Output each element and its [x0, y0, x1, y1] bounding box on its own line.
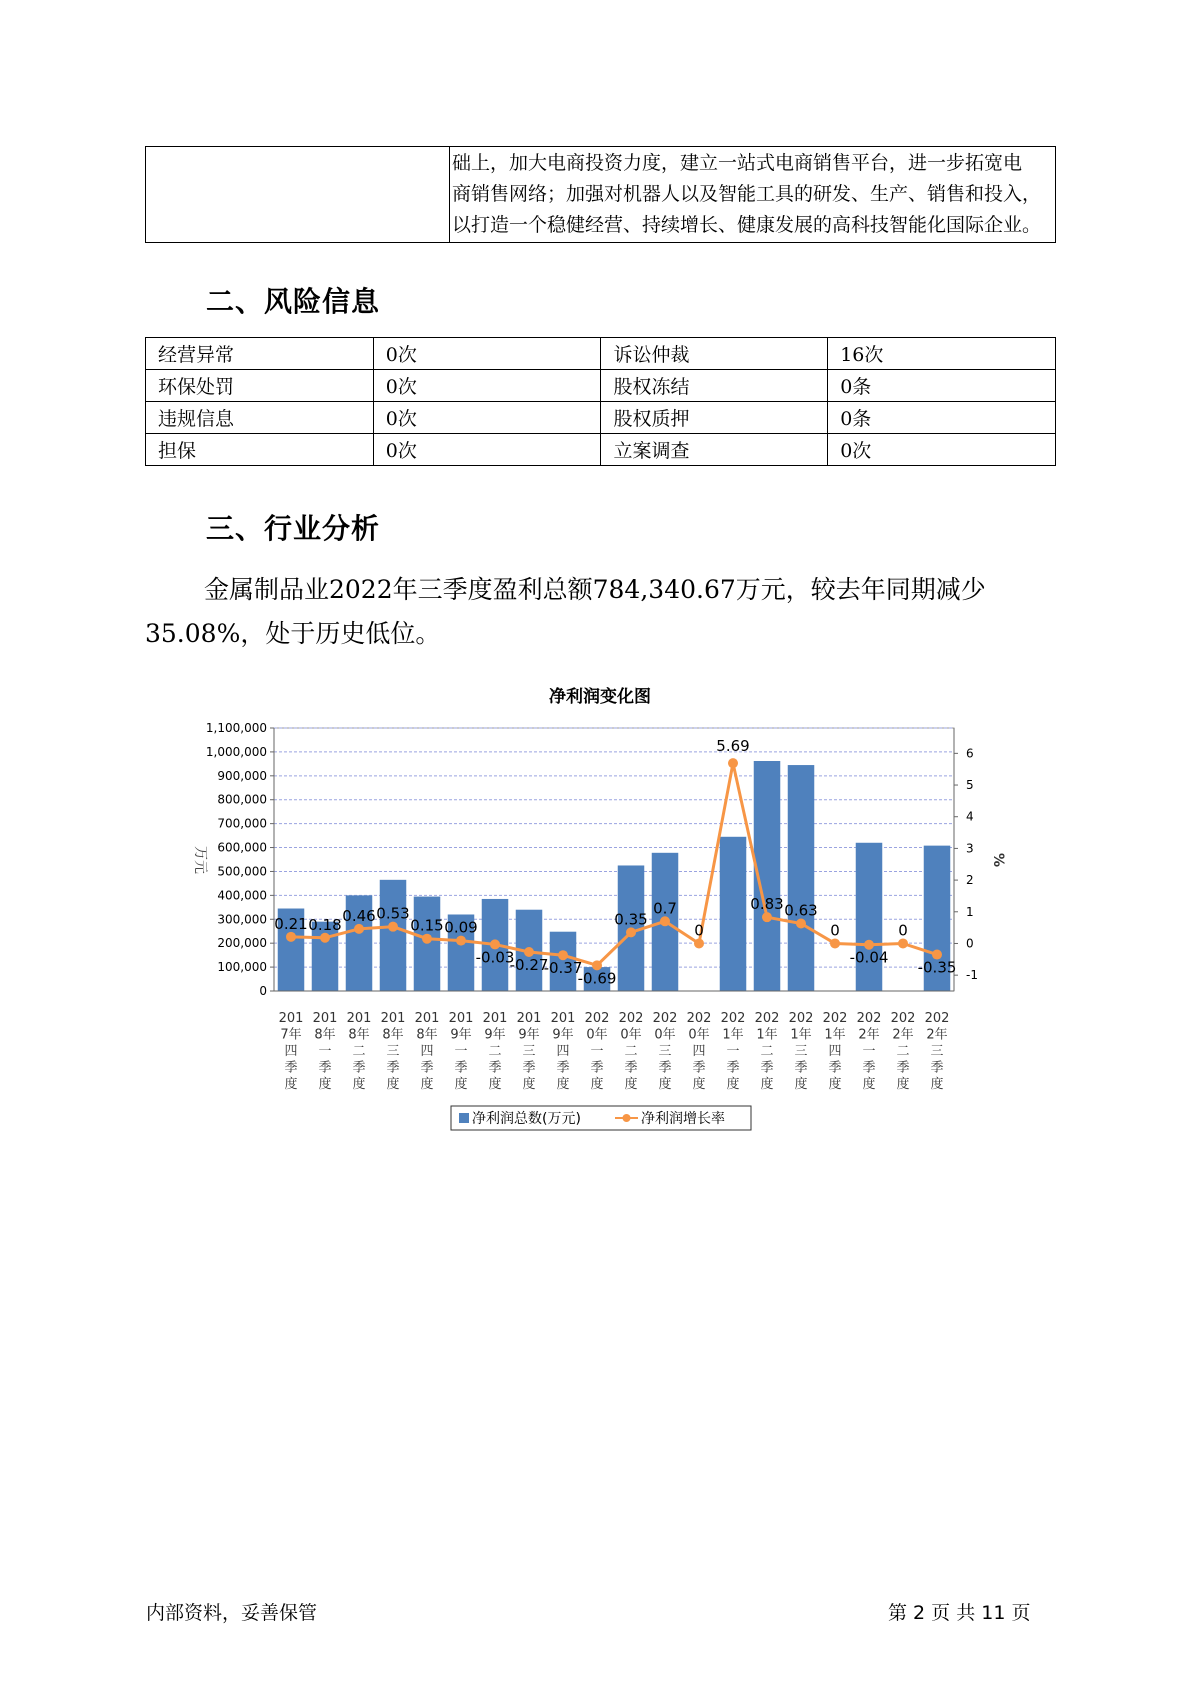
x-category-label: 度 [420, 1077, 434, 1092]
y2-tick-label: 2 [966, 873, 974, 888]
x-category-label: 四 [284, 1044, 298, 1059]
y-tick-label: 400,000 [217, 888, 267, 903]
y2-tick-label: 6 [966, 746, 974, 761]
x-category-label: 201 [482, 1011, 508, 1026]
x-category-label: 三 [658, 1044, 672, 1059]
x-category-label: 二 [352, 1044, 366, 1059]
risk-value: 0次 [828, 434, 1056, 466]
y2-tick-label: 0 [966, 936, 974, 951]
chart-title: 净利润变化图 [549, 687, 651, 707]
data-label: 0.7 [653, 899, 677, 918]
risk-label: 立案调查 [601, 434, 828, 466]
x-category-label: 度 [556, 1077, 570, 1092]
y2-axis-label: % [990, 852, 1006, 868]
growth-point [286, 932, 296, 942]
y-tick-label: 200,000 [217, 936, 267, 951]
x-category-label: 季 [862, 1060, 876, 1076]
x-category-label: 度 [930, 1077, 944, 1092]
data-label: 5.69 [716, 737, 750, 756]
growth-point [898, 938, 908, 948]
x-category-label: 季 [896, 1060, 910, 1076]
x-category-label: 0年 [620, 1027, 642, 1043]
x-category-label: 季 [590, 1060, 604, 1076]
x-category-label: 202 [618, 1011, 644, 1026]
risk-label: 经营异常 [146, 338, 374, 370]
industry-paragraph-line: 金属制品业2022年三季度盈利总额784,340.67万元，较去年同期减少 [204, 575, 986, 604]
x-category-label: 度 [454, 1077, 468, 1092]
x-category-label: 8年 [348, 1027, 370, 1043]
growth-point [660, 916, 670, 926]
industry-paragraph-line: 35.08%，处于历史低位。 [145, 619, 441, 648]
y-tick-label: 600,000 [217, 840, 267, 855]
description-line: 以打造一个稳健经营、持续增长、健康发展的高科技智能化国际企业。 [452, 214, 1042, 236]
x-category-label: 度 [352, 1077, 366, 1092]
x-category-label: 201 [278, 1011, 304, 1026]
y-tick-label: 800,000 [217, 792, 267, 807]
growth-point [354, 924, 364, 934]
y-tick-label: 500,000 [217, 864, 267, 879]
x-category-label: 季 [930, 1060, 944, 1076]
data-label: 0.53 [376, 904, 410, 923]
x-category-label: 四 [692, 1044, 706, 1059]
x-category-label: 度 [658, 1077, 672, 1092]
x-category-label: 8年 [382, 1027, 404, 1043]
x-category-label: 度 [522, 1077, 536, 1092]
x-category-label: 度 [760, 1077, 774, 1092]
growth-point [830, 938, 840, 948]
x-category-label: 季 [794, 1060, 808, 1076]
x-category-label: 1年 [790, 1027, 812, 1043]
x-category-label: 度 [386, 1077, 400, 1092]
x-category-label: 度 [318, 1077, 332, 1092]
x-category-label: 1年 [824, 1027, 846, 1043]
description-line: 础上，加大电商投资力度，建立一站式电商销售平台，进一步拓宽电 [452, 152, 1023, 174]
risk-value: 0条 [828, 402, 1056, 434]
x-category-label: 二 [760, 1044, 774, 1059]
x-category-label: 度 [862, 1077, 876, 1092]
x-category-label: 季 [760, 1060, 774, 1076]
data-label: 0 [898, 921, 908, 940]
y2-tick-label: 4 [966, 809, 974, 824]
x-category-label: 季 [556, 1060, 570, 1076]
x-category-label: 201 [414, 1011, 440, 1026]
x-category-label: 202 [924, 1011, 950, 1026]
growth-point [762, 912, 772, 922]
x-category-label: 9年 [552, 1027, 574, 1043]
x-category-label: 度 [284, 1077, 298, 1092]
x-category-label: 201 [312, 1011, 338, 1026]
risk-value: 0次 [373, 338, 601, 370]
x-category-label: 1年 [756, 1027, 778, 1043]
x-category-label: 季 [692, 1060, 706, 1076]
description-line: 商销售网络；加强对机器人以及智能工具的研发、生产、销售和投入， [452, 183, 1042, 205]
x-category-label: 四 [828, 1044, 842, 1059]
growth-point [422, 934, 432, 944]
data-label: 0.18 [308, 915, 342, 934]
bar [720, 837, 747, 991]
legend [451, 1106, 751, 1130]
x-category-label: 0年 [688, 1027, 710, 1043]
growth-point [728, 758, 738, 768]
x-category-label: 度 [590, 1077, 604, 1092]
x-category-label: 201 [380, 1011, 406, 1026]
y2-tick-label: 1 [966, 904, 974, 919]
data-label: 0.63 [784, 901, 818, 920]
risk-label: 违规信息 [146, 402, 374, 434]
x-category-label: 季 [284, 1060, 298, 1076]
data-label: 0.35 [614, 910, 648, 929]
data-label: -0.35 [917, 958, 957, 977]
x-category-label: 季 [624, 1060, 638, 1076]
x-category-label: 2年 [858, 1027, 880, 1043]
data-label: -0.27 [509, 956, 549, 975]
x-category-label: 一 [590, 1044, 604, 1059]
x-category-label: 三 [794, 1044, 808, 1059]
data-label: 0.46 [342, 906, 376, 925]
y-tick-label: 700,000 [217, 816, 267, 831]
y-tick-label: 1,000,000 [205, 744, 267, 759]
risk-value: 0次 [373, 370, 601, 402]
x-category-label: 度 [692, 1077, 706, 1092]
x-category-label: 一 [454, 1044, 468, 1059]
x-category-label: 202 [822, 1011, 848, 1026]
page-number: 第 2 页 共 11 页 [888, 1602, 1031, 1624]
data-label: -0.69 [577, 969, 617, 988]
x-category-label: 0年 [654, 1027, 676, 1043]
x-category-label: 季 [386, 1060, 400, 1076]
x-category-label: 0年 [586, 1027, 608, 1043]
growth-point [796, 919, 806, 929]
data-label: 0.21 [274, 914, 308, 933]
x-axis-labels [279, 1011, 950, 1092]
legend-bar-label: 净利润总数(万元) [472, 1111, 581, 1127]
x-category-label: 季 [454, 1060, 468, 1076]
y-axis-label: 万元 [192, 846, 208, 874]
x-category-label: 8年 [314, 1027, 336, 1043]
x-category-label: 一 [726, 1044, 740, 1059]
y-tick-label: 300,000 [217, 912, 267, 927]
x-category-label: 二 [488, 1044, 502, 1059]
x-category-label: 202 [754, 1011, 780, 1026]
x-category-label: 一 [318, 1044, 332, 1059]
risk-label: 股权质押 [601, 402, 828, 434]
x-category-label: 201 [346, 1011, 372, 1026]
x-category-label: 季 [318, 1060, 332, 1076]
data-label: -0.03 [475, 948, 515, 967]
x-category-label: 1年 [722, 1027, 744, 1043]
x-category-label: 二 [896, 1044, 910, 1059]
growth-point [388, 922, 398, 932]
x-category-label: 季 [658, 1060, 672, 1076]
x-category-label: 季 [488, 1060, 502, 1076]
risk-value: 0条 [828, 370, 1056, 402]
x-category-label: 9年 [484, 1027, 506, 1043]
y-tick-label: 900,000 [217, 768, 267, 783]
risk-label: 担保 [146, 434, 374, 466]
x-category-label: 202 [686, 1011, 712, 1026]
x-category-label: 9年 [450, 1027, 472, 1043]
x-category-label: 度 [828, 1077, 842, 1092]
growth-point [320, 933, 330, 943]
x-category-label: 2年 [892, 1027, 914, 1043]
data-label: -0.37 [543, 959, 583, 978]
risk-value: 0次 [373, 434, 601, 466]
x-category-label: 一 [862, 1044, 876, 1059]
y-tick-label: 1,100,000 [205, 721, 267, 735]
legend-line-marker [623, 1114, 631, 1122]
x-category-label: 2年 [926, 1027, 948, 1043]
data-label: 0.83 [750, 895, 784, 914]
growth-point [456, 936, 466, 946]
section-title-industry: 三、行业分析 [206, 512, 381, 545]
bar [414, 897, 441, 991]
bar [856, 843, 883, 991]
x-category-label: 202 [788, 1011, 814, 1026]
x-category-label: 202 [890, 1011, 916, 1026]
data-label: 0 [830, 921, 840, 940]
y2-tick-label: -1 [966, 968, 978, 983]
x-category-label: 季 [420, 1060, 434, 1076]
x-category-label: 三 [386, 1044, 400, 1059]
x-category-label: 季 [828, 1060, 842, 1076]
section-title-risk: 二、风险信息 [206, 285, 381, 318]
data-label: 0.09 [444, 918, 478, 937]
x-category-label: 201 [550, 1011, 576, 1026]
x-category-label: 度 [896, 1077, 910, 1092]
x-category-label: 季 [726, 1060, 740, 1076]
x-category-label: 202 [584, 1011, 610, 1026]
y-tick-label: 0 [259, 984, 267, 998]
data-label: -0.04 [849, 948, 889, 967]
x-category-label: 三 [522, 1044, 536, 1059]
x-category-label: 度 [794, 1077, 808, 1092]
risk-label: 环保处罚 [146, 370, 374, 402]
footer-note: 内部资料，妥善保管 [146, 1602, 318, 1624]
x-category-label: 季 [352, 1060, 366, 1076]
x-category-label: 度 [488, 1077, 502, 1092]
x-category-label: 二 [624, 1044, 638, 1059]
data-label: 0 [694, 921, 704, 940]
x-category-label: 四 [556, 1044, 570, 1059]
y2-tick-label: 5 [966, 778, 974, 793]
x-category-label: 度 [726, 1077, 740, 1092]
x-category-label: 202 [720, 1011, 746, 1026]
y-tick-label: 100,000 [217, 960, 267, 975]
x-category-label: 202 [652, 1011, 678, 1026]
risk-label: 诉讼仲裁 [601, 338, 828, 370]
risk-label: 股权冻结 [601, 370, 828, 402]
growth-point [694, 938, 704, 948]
x-category-label: 三 [930, 1044, 944, 1059]
growth-point [626, 927, 636, 937]
legend-bar-swatch [459, 1113, 469, 1123]
x-category-label: 季 [522, 1060, 536, 1076]
x-category-label: 7年 [280, 1027, 302, 1043]
x-category-label: 201 [448, 1011, 474, 1026]
x-category-label: 8年 [416, 1027, 438, 1043]
bar [788, 765, 815, 991]
y2-tick-label: 3 [966, 841, 974, 856]
legend-line-label: 净利润增长率 [641, 1111, 725, 1127]
x-category-label: 9年 [518, 1027, 540, 1043]
bar [380, 880, 407, 991]
x-category-label: 201 [516, 1011, 542, 1026]
x-category-label: 四 [420, 1044, 434, 1059]
risk-value: 16次 [828, 338, 1056, 370]
x-category-label: 202 [856, 1011, 882, 1026]
x-category-label: 度 [624, 1077, 638, 1092]
data-label: 0.15 [410, 916, 444, 935]
risk-value: 0次 [373, 402, 601, 434]
